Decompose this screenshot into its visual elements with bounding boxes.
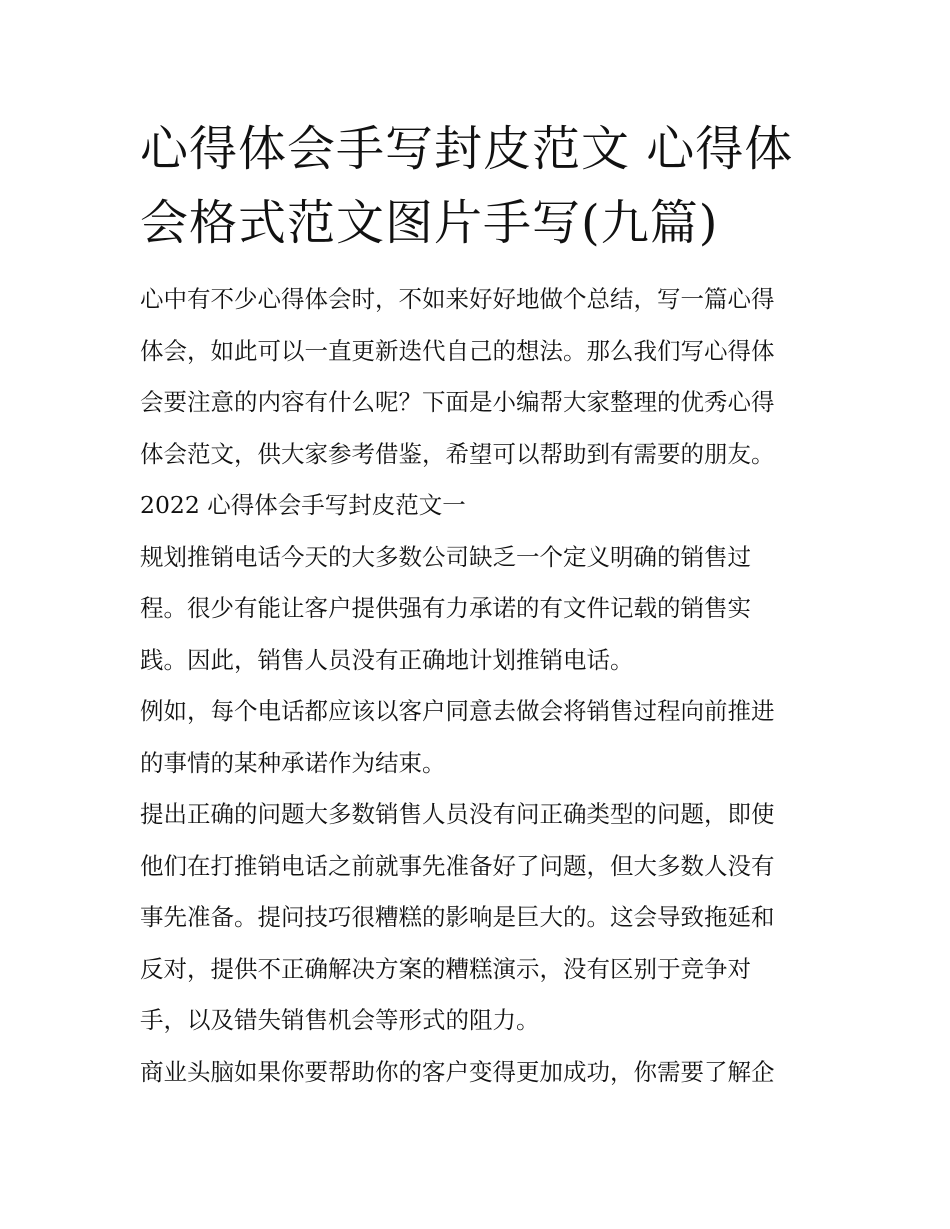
paragraph-line: 规划推销电话今天的大多数公司缺乏一个定义明确的销售过 <box>140 542 751 571</box>
document-title <box>140 112 820 260</box>
document-body <box>140 274 820 1098</box>
title-line: 会格式范文图片手写(九篇) <box>140 195 719 251</box>
paragraph-line: 商业头脑如果你要帮助你的客户变得更加成功，你需要了解企 <box>140 1057 775 1086</box>
paragraph-line: 心中有不少心得体会时，不如来好好地做个总结，写一篇心得 <box>140 285 775 313</box>
paragraph-line: 事先准备。提问技巧很糟糕的影响是巨大的。这会导致拖延和 <box>140 903 775 931</box>
paragraph-line: 体会，如此可以一直更新迭代自己的想法。那么我们写心得体 <box>140 336 775 365</box>
paragraph-line: 的事情的某种承诺作为结束。 <box>140 748 446 777</box>
paragraph-line: 程。很少有能让客户提供强有力承诺的有文件记载的销售实 <box>140 594 751 622</box>
paragraph-line: 践。因此，销售人员没有正确地计划推销电话。 <box>140 645 634 674</box>
paragraph-line: 他们在打推销电话之前就事先准备好了问题，但大多数人没有 <box>140 851 775 880</box>
section-heading: 2022 心得体会手写封皮范文一 <box>140 491 466 519</box>
paragraph-line: 手，以及错失销售机会等形式的阻力。 <box>140 1006 540 1034</box>
paragraph-line: 例如，每个电话都应该以客户同意去做会将销售过程向前推进 <box>140 697 775 725</box>
paragraph-line: 会要注意的内容有什么呢？下面是小编帮大家整理的优秀心得 <box>140 388 775 416</box>
paragraph-line: 提出正确的问题大多数销售人员没有问正确类型的问题，即使 <box>140 800 775 828</box>
paragraph-line: 体会范文，供大家参考借鉴，希望可以帮助到有需要的朋友。 <box>140 439 775 468</box>
paragraph-line: 反对，提供不正确解决方案的糟糕演示，没有区别于竞争对 <box>140 954 751 983</box>
title-line: 心得体会手写封皮范文 心得体 <box>140 121 794 177</box>
